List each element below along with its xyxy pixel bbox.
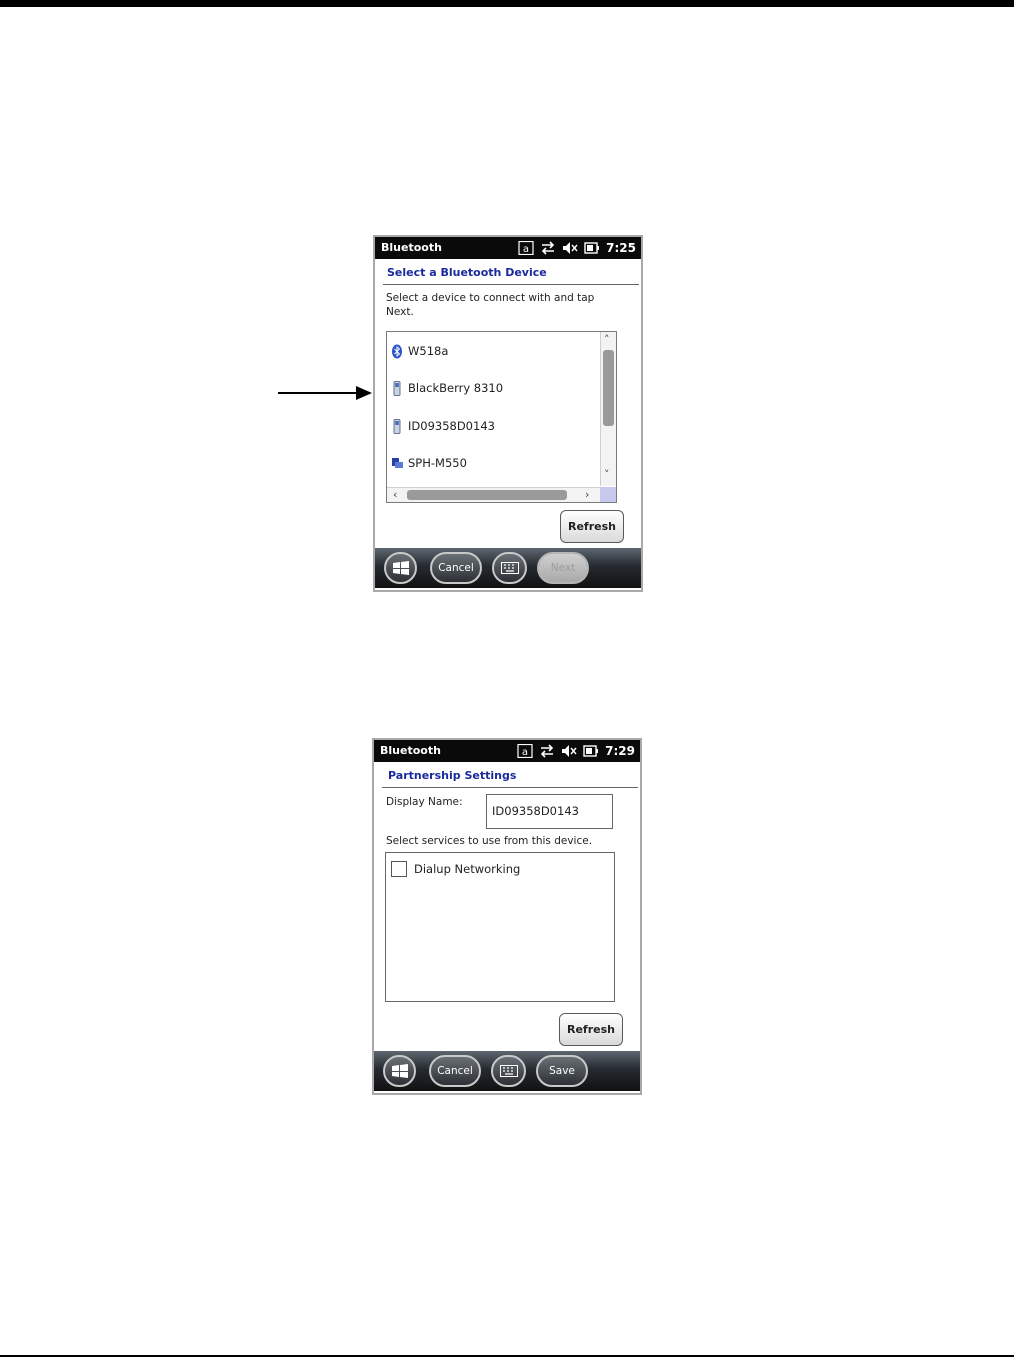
cancel-button[interactable]: Cancel bbox=[429, 1055, 481, 1087]
service-checkbox[interactable] bbox=[391, 861, 407, 877]
next-button[interactable]: Next bbox=[537, 552, 589, 584]
battery-icon bbox=[583, 744, 599, 758]
svg-text:a: a bbox=[522, 747, 529, 758]
sync-arrows-icon bbox=[539, 744, 555, 758]
services-list[interactable] bbox=[385, 852, 615, 1002]
header-divider bbox=[383, 284, 639, 285]
refresh-button[interactable]: Refresh bbox=[560, 510, 624, 543]
list-item-id09358d0143[interactable] bbox=[391, 416, 495, 436]
start-button[interactable] bbox=[384, 552, 417, 584]
horizontal-scrollbar[interactable] bbox=[387, 487, 601, 502]
list-item-sph-m550[interactable] bbox=[391, 453, 467, 473]
service-item-dialup-networking[interactable] bbox=[391, 861, 520, 877]
page-title: Partnership Settings bbox=[388, 769, 517, 782]
app-title: Bluetooth bbox=[380, 744, 441, 757]
svg-text:a: a bbox=[523, 244, 530, 255]
screenshot-select-device bbox=[373, 235, 643, 592]
screenshot-partnership-settings bbox=[372, 738, 642, 1095]
battery-icon bbox=[584, 241, 600, 255]
scrollbar-corner bbox=[600, 487, 616, 502]
refresh-button[interactable]: Refresh bbox=[559, 1013, 623, 1046]
services-label: Select services to use from this device. bbox=[386, 835, 593, 847]
scroll-thumb[interactable] bbox=[603, 350, 614, 426]
windows-logo-icon bbox=[391, 1063, 409, 1079]
status-area[interactable] bbox=[518, 240, 636, 256]
device-name: SPH-M550 bbox=[408, 456, 467, 470]
keyboard-icon bbox=[500, 1065, 518, 1077]
page-top-rule bbox=[0, 0, 1014, 7]
clock: 7:29 bbox=[605, 744, 635, 758]
instruction-text: Select a device to connect with and tap Next. bbox=[386, 292, 595, 318]
cancel-button[interactable]: Cancel bbox=[430, 552, 482, 584]
taskbar bbox=[375, 548, 641, 588]
windows-logo-icon bbox=[392, 560, 410, 576]
scroll-down-icon[interactable]: ˅ bbox=[604, 468, 610, 481]
sync-arrows-icon bbox=[540, 241, 556, 255]
keyboard-button[interactable] bbox=[492, 552, 527, 584]
keyboard-button[interactable] bbox=[491, 1055, 526, 1087]
status-area[interactable] bbox=[517, 743, 635, 759]
scroll-left-icon[interactable]: ‹ bbox=[393, 488, 398, 501]
speaker-muted-icon bbox=[561, 744, 577, 758]
scroll-up-icon[interactable]: ˄ bbox=[604, 333, 610, 346]
start-button[interactable] bbox=[383, 1055, 416, 1087]
page-title: Select a Bluetooth Device bbox=[387, 266, 547, 279]
title-bar bbox=[374, 740, 640, 762]
computer-icon bbox=[391, 456, 403, 471]
input-mode-icon bbox=[518, 241, 534, 255]
callout-arrow bbox=[278, 385, 372, 401]
display-name-field[interactable]: ID09358D0143 bbox=[486, 794, 613, 829]
device-name: W518a bbox=[408, 344, 449, 358]
bluetooth-icon bbox=[391, 344, 403, 359]
display-name-label: Display Name: bbox=[386, 796, 463, 808]
app-title: Bluetooth bbox=[381, 241, 442, 254]
keyboard-icon bbox=[501, 562, 519, 574]
phone-icon bbox=[391, 419, 403, 434]
page-bottom-rule bbox=[0, 1355, 1014, 1357]
vertical-scrollbar[interactable] bbox=[600, 332, 616, 486]
device-list[interactable] bbox=[386, 331, 617, 503]
clock: 7:25 bbox=[606, 241, 636, 255]
speaker-muted-icon bbox=[562, 241, 578, 255]
input-mode-icon bbox=[517, 744, 533, 758]
device-name: ID09358D0143 bbox=[408, 419, 495, 433]
taskbar bbox=[374, 1051, 640, 1091]
device-name: BlackBerry 8310 bbox=[408, 381, 504, 395]
list-item-w518a[interactable] bbox=[391, 341, 448, 361]
title-bar bbox=[375, 237, 641, 259]
service-label: Dialup Networking bbox=[414, 862, 521, 876]
phone-icon bbox=[391, 381, 403, 396]
header-divider bbox=[382, 787, 638, 788]
scroll-thumb[interactable] bbox=[407, 490, 567, 500]
list-item-blackberry-8310[interactable] bbox=[391, 378, 503, 398]
save-button[interactable]: Save bbox=[536, 1055, 588, 1087]
scroll-right-icon[interactable]: › bbox=[585, 488, 590, 501]
